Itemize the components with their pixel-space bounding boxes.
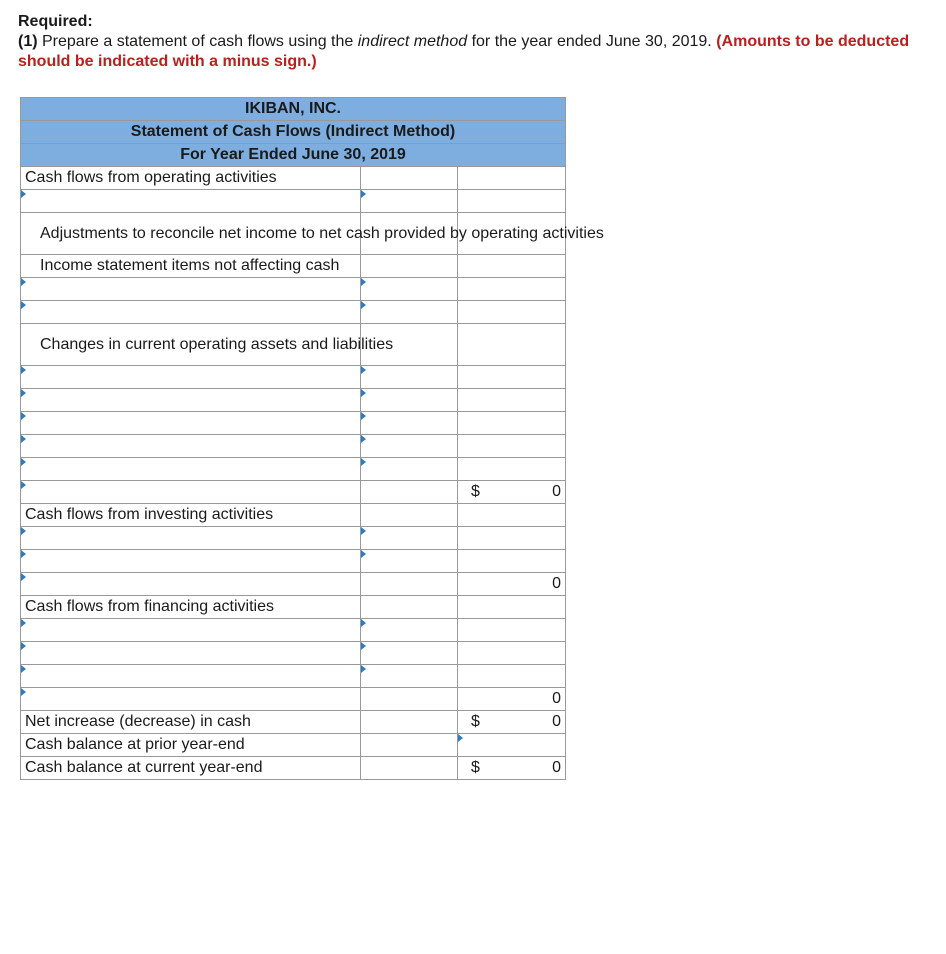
- dollar-sign: $: [471, 713, 480, 730]
- statement-title: Statement of Cash Flows (Indirect Method): [21, 121, 566, 144]
- part-number: (1): [18, 33, 38, 50]
- label-input-cell[interactable]: [21, 688, 361, 711]
- operating-total-label-input[interactable]: [25, 482, 356, 502]
- investing-total-label-input[interactable]: [25, 574, 356, 594]
- blank-cell: [361, 711, 458, 734]
- change-input-row: [21, 458, 566, 481]
- financing-input-row: [21, 665, 566, 688]
- amount-input-cell[interactable]: [361, 550, 458, 573]
- amount-input-cell[interactable]: [361, 366, 458, 389]
- input-flag-icon: [21, 688, 26, 696]
- instruction-text-1: Prepare a statement of cash flows using the: [37, 33, 358, 50]
- label-input-cell[interactable]: [21, 527, 361, 550]
- blank-cell: [458, 642, 566, 665]
- instructions: [18, 12, 928, 72]
- amount-input-cell[interactable]: [361, 278, 458, 301]
- adjustments-label: [21, 213, 604, 255]
- label-input-cell[interactable]: [21, 389, 361, 412]
- blank-cell: [458, 278, 566, 301]
- change-input-row: [21, 389, 566, 412]
- blank-cell: [458, 435, 566, 458]
- line-label-input[interactable]: [25, 528, 356, 548]
- line-label-input[interactable]: [25, 191, 356, 211]
- instruction-text: [18, 32, 928, 72]
- input-flag-icon: [21, 435, 26, 443]
- financing-total-cell: [458, 688, 566, 711]
- blank-cell: [361, 504, 458, 527]
- amount-input[interactable]: [365, 367, 453, 387]
- line-label-input[interactable]: [25, 666, 356, 686]
- input-flag-icon: [361, 190, 366, 198]
- investing-input-row: [21, 550, 566, 573]
- input-flag-icon: [361, 389, 366, 397]
- amount-input-cell[interactable]: [361, 527, 458, 550]
- investing-input-row: [21, 527, 566, 550]
- financing-total-value: 0: [552, 690, 561, 707]
- blank-cell: [458, 389, 566, 412]
- input-flag-icon: [361, 665, 366, 673]
- amount-input-cell[interactable]: [361, 665, 458, 688]
- input-flag-icon: [361, 435, 366, 443]
- blank-cell: [458, 213, 566, 255]
- prior-balance-label: Cash balance at prior year-end: [21, 734, 361, 757]
- amount-input[interactable]: [365, 302, 453, 322]
- amount-input-cell[interactable]: [361, 190, 458, 213]
- financing-input-row: [21, 642, 566, 665]
- income-items-text: Income statement items not affecting cash: [40, 257, 340, 274]
- label-input-cell[interactable]: [21, 550, 361, 573]
- amount-input[interactable]: [365, 279, 453, 299]
- label-input-cell[interactable]: [21, 366, 361, 389]
- label-input-cell[interactable]: [21, 412, 361, 435]
- amount-input[interactable]: [365, 528, 453, 548]
- blank-cell: [458, 458, 566, 481]
- line-label-input[interactable]: [25, 367, 356, 387]
- instruction-italic: indirect method: [357, 33, 468, 50]
- current-balance-label: Cash balance at current year-end: [21, 757, 361, 780]
- input-flag-icon: [21, 619, 26, 627]
- line-label-input[interactable]: [25, 620, 356, 640]
- input-flag-icon: [21, 301, 26, 309]
- prior-balance-input[interactable]: [462, 735, 561, 755]
- input-flag-icon: [21, 190, 26, 198]
- blank-cell: [458, 255, 566, 278]
- blank-cell: [458, 366, 566, 389]
- input-flag-icon: [361, 619, 366, 627]
- blank-cell: [361, 573, 458, 596]
- investing-total-row: [21, 573, 566, 596]
- amount-input[interactable]: [365, 436, 453, 456]
- changes-text: Changes in current operating assets and liabilities: [40, 335, 394, 353]
- dollar-sign: $: [471, 483, 480, 500]
- blank-cell: [458, 550, 566, 573]
- input-flag-icon: [361, 301, 366, 309]
- net-increase-label: Net increase (decrease) in cash: [21, 711, 361, 734]
- amount-input[interactable]: [365, 666, 453, 686]
- line-label-input[interactable]: [25, 551, 356, 571]
- label-input-cell[interactable]: [21, 435, 361, 458]
- required-label: Required:: [18, 13, 93, 30]
- change-input-row: [21, 366, 566, 389]
- amount-input[interactable]: [365, 191, 453, 211]
- line-label-input[interactable]: [25, 413, 356, 433]
- amount-input[interactable]: [365, 459, 453, 479]
- blank-cell: [361, 734, 458, 757]
- line-label-input[interactable]: [25, 390, 356, 410]
- label-input-cell[interactable]: [21, 278, 361, 301]
- prior-balance-input-cell[interactable]: [458, 734, 566, 757]
- label-input-cell[interactable]: [21, 573, 361, 596]
- operating-total-row: [21, 481, 566, 504]
- amount-input-cell[interactable]: [361, 619, 458, 642]
- operating-input-row: [21, 190, 566, 213]
- blank-cell: [458, 596, 566, 619]
- investing-total-value: 0: [552, 575, 561, 592]
- amount-input-cell[interactable]: [361, 642, 458, 665]
- line-label-input[interactable]: [25, 436, 356, 456]
- label-input-cell[interactable]: [21, 619, 361, 642]
- label-input-cell[interactable]: [21, 190, 361, 213]
- blank-cell: [458, 324, 566, 366]
- blank-cell: [458, 167, 566, 190]
- blank-cell: [458, 527, 566, 550]
- net-increase-cell: [458, 711, 566, 734]
- input-flag-icon: [21, 278, 26, 286]
- input-flag-icon: [21, 389, 26, 397]
- financing-total-row: [21, 688, 566, 711]
- operating-total-cell: [458, 481, 566, 504]
- current-balance-cell: [458, 757, 566, 780]
- current-balance-value: 0: [552, 759, 561, 776]
- blank-cell: [361, 324, 458, 366]
- company-name: IKIBAN, INC.: [21, 98, 566, 121]
- label-input-cell[interactable]: [21, 301, 361, 324]
- income-items-label: [21, 255, 361, 278]
- amount-input[interactable]: [365, 620, 453, 640]
- changes-label: [21, 324, 394, 366]
- input-flag-icon: [21, 412, 26, 420]
- operating-heading: Cash flows from operating activities: [21, 167, 361, 190]
- minus-sign-note: (Amounts to be deducted should be indicated with a minus sign.): [18, 33, 910, 70]
- blank-cell: [458, 412, 566, 435]
- input-flag-icon: [361, 642, 366, 650]
- label-input-cell[interactable]: [21, 481, 361, 504]
- input-flag-icon: [361, 458, 366, 466]
- blank-cell: [458, 504, 566, 527]
- input-flag-icon: [361, 366, 366, 374]
- input-flag-icon: [21, 527, 26, 535]
- amount-input[interactable]: [365, 390, 453, 410]
- input-flag-icon: [21, 458, 26, 466]
- cash-flow-statement: [20, 97, 604, 780]
- blank-cell: [361, 167, 458, 190]
- input-flag-icon: [21, 573, 26, 581]
- input-flag-icon: [21, 481, 26, 489]
- blank-cell: [458, 301, 566, 324]
- adjustments-text: Adjustments to reconcile net income to net cash provided by operating activities: [40, 224, 604, 242]
- net-increase-value: 0: [552, 713, 561, 730]
- blank-cell: [361, 255, 458, 278]
- amount-input-cell[interactable]: [361, 301, 458, 324]
- amount-input[interactable]: [365, 551, 453, 571]
- amount-input-cell[interactable]: [361, 389, 458, 412]
- blank-cell: [361, 596, 458, 619]
- input-flag-icon: [361, 527, 366, 535]
- blank-cell: [361, 481, 458, 504]
- dollar-sign: $: [471, 759, 480, 776]
- change-input-row: [21, 412, 566, 435]
- input-flag-icon: [361, 412, 366, 420]
- label-input-cell[interactable]: [21, 665, 361, 688]
- input-flag-icon: [21, 642, 26, 650]
- label-input-cell[interactable]: [21, 458, 361, 481]
- financing-input-row: [21, 619, 566, 642]
- amount-input[interactable]: [365, 643, 453, 663]
- blank-cell: [361, 213, 458, 255]
- input-flag-icon: [361, 550, 366, 558]
- change-input-row: [21, 435, 566, 458]
- financing-heading: Cash flows from financing activities: [21, 596, 361, 619]
- instruction-text-2: for the year ended June 30, 2019.: [467, 33, 717, 50]
- line-label-input[interactable]: [25, 643, 356, 663]
- input-flag-icon: [21, 550, 26, 558]
- amount-input-cell[interactable]: [361, 458, 458, 481]
- blank-cell: [361, 688, 458, 711]
- investing-heading: Cash flows from investing activities: [21, 504, 361, 527]
- investing-total-cell: [458, 573, 566, 596]
- label-input-cell[interactable]: [21, 642, 361, 665]
- input-flag-icon: [361, 278, 366, 286]
- blank-cell: [458, 619, 566, 642]
- financing-total-label-input[interactable]: [25, 689, 356, 709]
- blank-cell: [458, 190, 566, 213]
- income-item-input-row: [21, 278, 566, 301]
- blank-cell: [361, 757, 458, 780]
- operating-total-value: 0: [552, 483, 561, 500]
- income-item-input-row: [21, 301, 566, 324]
- line-label-input[interactable]: [25, 279, 356, 299]
- input-flag-icon: [458, 734, 463, 742]
- amount-input[interactable]: [365, 413, 453, 433]
- line-label-input[interactable]: [25, 459, 356, 479]
- input-flag-icon: [21, 366, 26, 374]
- blank-cell: [458, 665, 566, 688]
- input-flag-icon: [21, 665, 26, 673]
- line-label-input[interactable]: [25, 302, 356, 322]
- amount-input-cell[interactable]: [361, 435, 458, 458]
- statement-period: For Year Ended June 30, 2019: [21, 144, 566, 167]
- amount-input-cell[interactable]: [361, 412, 458, 435]
